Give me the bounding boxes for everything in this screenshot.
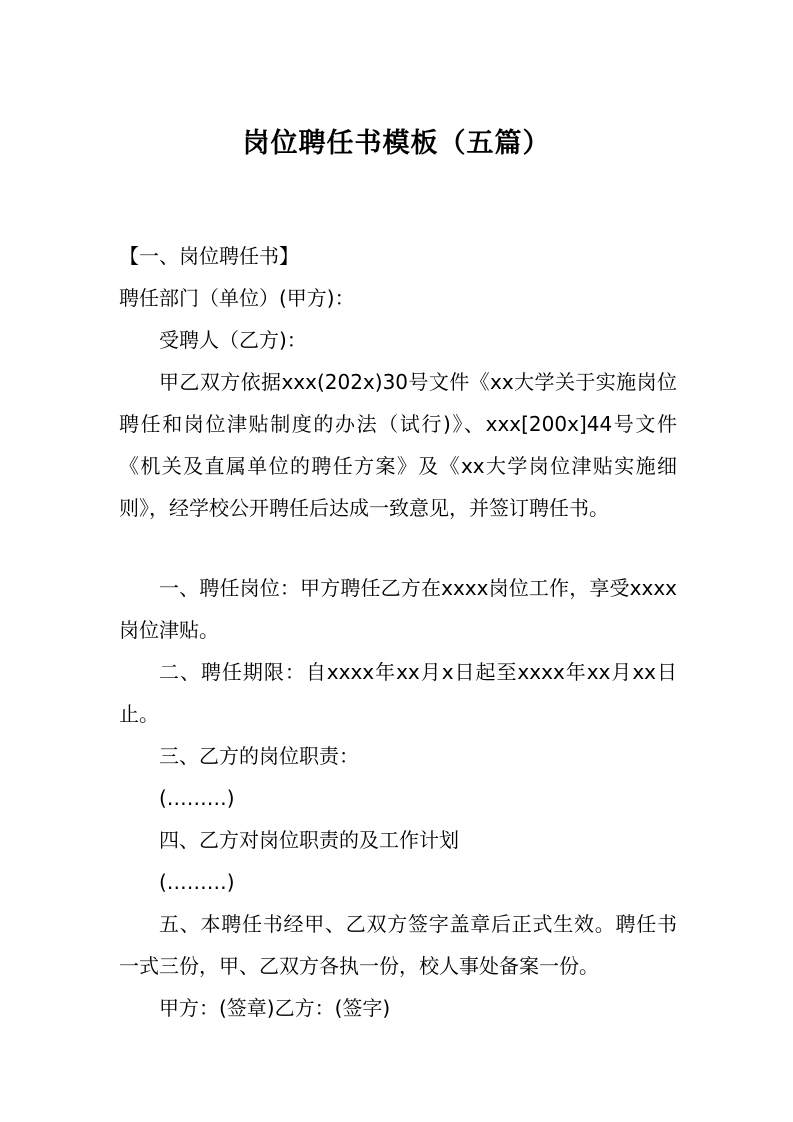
basis-paragraph: 甲乙双方依据xxx(202x)30号文件《xx大学关于实施岗位聘任和岗位津贴制度的办法（试行)》、xxx[200x]44号文件《机关及直属单位的聘任方案》及《xx大学岗位津贴实施细则》，经学校公开聘任后达成一致意见，并签订聘任书。 — [119, 370, 677, 520]
duties-placeholder: (………) — [159, 786, 235, 810]
employee-line: 受聘人（乙方)： — [159, 328, 307, 352]
term-clause: 二、聘任期限：自xxxx年xx月x日起至xxxx年xx月xx日止。 — [119, 660, 677, 726]
signature-line: 甲方：(签章)乙方：(签字) — [159, 996, 391, 1020]
employing-department-line: 聘任部门（单位）(甲方)： — [119, 286, 355, 310]
duties-clause: 三、乙方的岗位职责： — [159, 744, 359, 768]
section-heading: 【一、岗位聘任书】 — [119, 244, 299, 268]
position-clause: 一、聘任岗位：甲方聘任乙方在xxxx岗位工作，享受xxxx岗位津贴。 — [119, 576, 677, 642]
work-plan-placeholder: (………) — [159, 870, 235, 894]
document-title: 岗位聘任书模板（五篇） — [242, 128, 551, 159]
work-plan-clause: 四、乙方对岗位职责的及工作计划 — [159, 828, 459, 852]
effect-clause: 五、本聘任书经甲、乙双方签字盖章后正式生效。聘任书一式三份，甲、乙双方各执一份，校人事处备案一份。 — [119, 912, 677, 978]
